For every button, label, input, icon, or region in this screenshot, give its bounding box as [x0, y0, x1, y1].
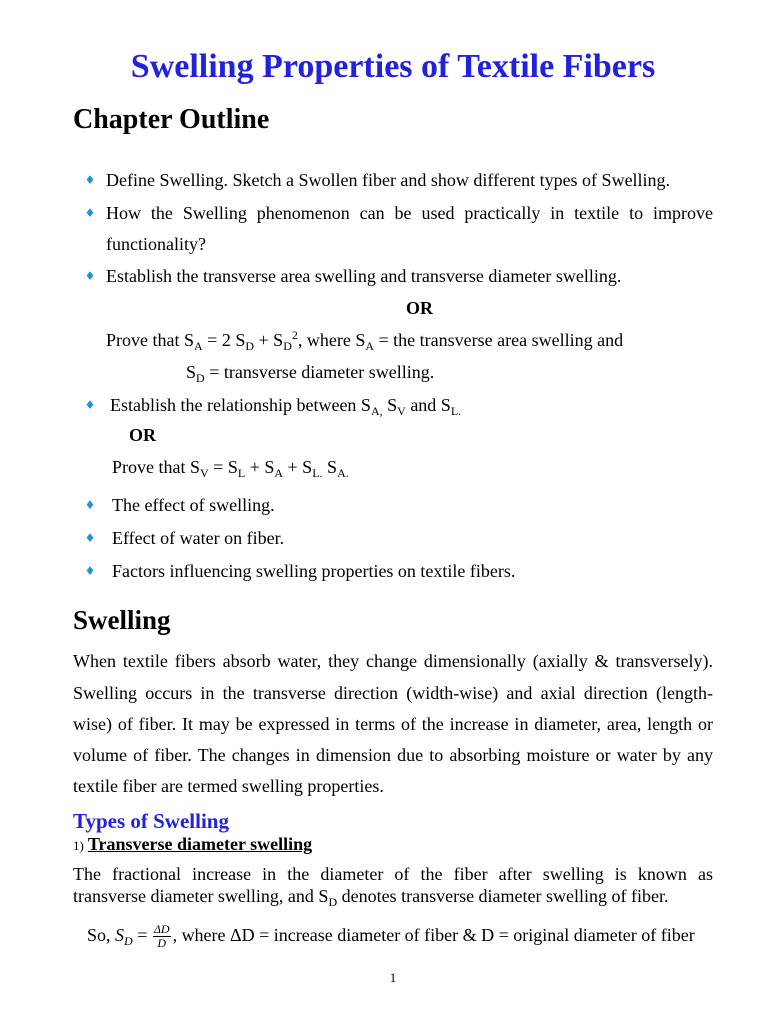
diamond-bullet-icon — [84, 526, 96, 550]
outline-item: Factors influencing swelling properties on textile fibers. — [112, 561, 516, 581]
subscript: A — [194, 339, 203, 353]
paragraph-line: When textile fibers absorb water, they change dimensionally (axially & transversely). — [73, 651, 713, 671]
text-run: + S — [254, 330, 284, 350]
outline-item-line: How the Swelling phenomenon can be used practically in textile to improve — [106, 203, 713, 223]
subscript: D — [328, 895, 338, 909]
subscript: L — [237, 466, 246, 480]
outline-item: Establish the transverse area swelling and transverse diameter swelling. — [106, 266, 622, 286]
text-run: Establish the relationship between S — [110, 395, 371, 415]
text-run: Prove that S — [112, 457, 200, 477]
text-run: = the transverse area swelling and — [374, 330, 624, 350]
subscript: A, — [370, 404, 383, 418]
subscript: V — [397, 404, 406, 418]
subscript: V — [200, 466, 209, 480]
text-run: transverse diameter swelling, and S — [73, 886, 329, 906]
text-run: = transverse diameter swelling. — [204, 362, 435, 382]
formula-explanation: , where ΔD = increase diameter of fiber & D = original diameter of fiber — [172, 925, 695, 945]
text-run: + S — [283, 457, 313, 477]
fraction-numerator: ΔD — [153, 922, 170, 937]
subscript: D — [196, 371, 205, 385]
text-run: , where S — [297, 330, 366, 350]
subscript: A. — [337, 466, 349, 480]
page-number: 1 — [389, 970, 397, 985]
text-run: S — [322, 457, 338, 477]
subscript: A — [365, 339, 375, 353]
paragraph-line: volume of fiber. The changes in dimension due to absorbing moisture or water by any — [73, 745, 713, 765]
chapter-outline-heading: Chapter Outline — [73, 104, 270, 135]
outline-item-line: functionality? — [106, 234, 206, 254]
paragraph-line: textile fiber are termed swelling properties. — [73, 776, 384, 796]
item-title: Transverse diameter swelling — [87, 834, 313, 854]
diamond-bullet-icon — [84, 168, 96, 192]
formula-symbol: S — [115, 925, 125, 945]
definition-line — [73, 884, 669, 908]
diamond-bullet-icon — [84, 264, 96, 288]
definition-line — [73, 862, 713, 886]
item-number: 1) — [73, 838, 84, 853]
text-run: + S — [245, 457, 275, 477]
text-run: S — [382, 395, 398, 415]
swelling-formula — [87, 923, 695, 950]
formula-symbol-subscript: D — [124, 934, 133, 948]
subscript: A — [274, 466, 284, 480]
or-separator: OR — [406, 298, 433, 318]
superscript: 2 — [291, 328, 298, 342]
subscript: L. — [312, 466, 323, 480]
types-of-swelling-heading: Types of Swelling — [73, 809, 229, 833]
text-run: = 2 S — [202, 330, 246, 350]
formula-equals: = — [132, 925, 152, 945]
paragraph-line: Swelling occurs in the transverse direction (width-wise) and axial direction (length- — [73, 683, 713, 703]
formula-fraction — [153, 923, 171, 950]
text-run: denotes transverse diameter swelling of fiber. — [337, 886, 669, 906]
outline-item: Effect of water on fiber. — [112, 528, 285, 548]
diamond-bullet-icon — [84, 393, 96, 417]
formula-lead: So, — [87, 925, 116, 945]
subscript: D — [283, 339, 292, 353]
text-run: = S — [208, 457, 238, 477]
text-run: and S — [405, 395, 451, 415]
proof-statement-line — [112, 455, 349, 479]
outline-item: The effect of swelling. — [112, 495, 275, 515]
diamond-bullet-icon — [84, 201, 96, 225]
text-run: Prove that S — [106, 330, 194, 350]
swelling-type-item — [73, 832, 312, 858]
fraction-denominator: D — [157, 936, 167, 951]
diamond-bullet-icon — [84, 559, 96, 583]
proof-statement-line — [106, 328, 623, 352]
outline-item — [110, 393, 461, 417]
diamond-bullet-icon — [84, 493, 96, 517]
or-separator: OR — [129, 425, 156, 445]
subscript: D — [245, 339, 255, 353]
paragraph-line: wise) of fiber. It may be expressed in terms of the increase in diameter, area, length or — [73, 714, 713, 734]
swelling-heading: Swelling — [73, 605, 171, 635]
document-title: Swelling Properties of Textile Fibers — [130, 48, 656, 85]
text-run: The fractional increase in the diameter of the fiber after swelling is known as — [73, 864, 713, 884]
outline-item: Define Swelling. Sketch a Swollen fiber and show different types of Swelling. — [106, 170, 671, 190]
proof-statement-line — [186, 360, 434, 384]
text-run: S — [186, 362, 197, 382]
subscript: L. — [450, 404, 462, 418]
